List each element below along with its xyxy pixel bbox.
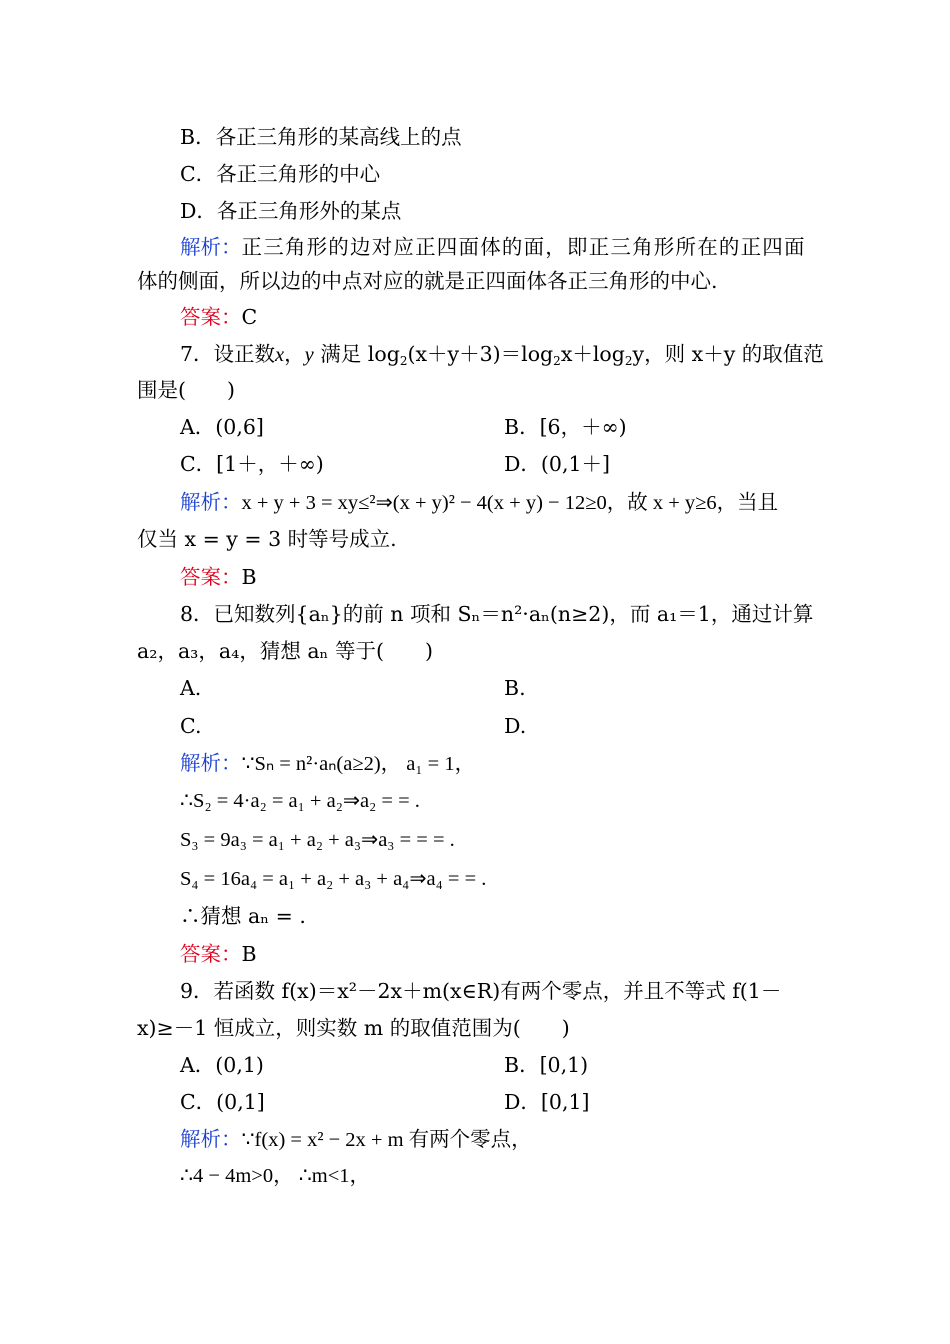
q9-analysis-line2: ∴4 − 4m>0， ∴m<1， bbox=[180, 1165, 371, 1187]
q7-analysis-cont: 仅当 x = y = 3 时等号成立. bbox=[137, 527, 397, 551]
q7-expr1: (x＋y＋3)＝log bbox=[407, 342, 554, 366]
analysis-label: 解析： bbox=[180, 235, 242, 259]
q7-number: 7．设正数 bbox=[180, 342, 276, 366]
comma: ， bbox=[284, 342, 305, 366]
q8-option-d: D. bbox=[504, 714, 527, 738]
q6-analysis bbox=[180, 234, 860, 260]
q7-text: 满足 log bbox=[313, 342, 400, 366]
analysis-text: 正三角形的边对应正四面体的面，即正三角形所在的正四面 bbox=[241, 235, 806, 259]
q7-option-b: B．[6，＋∞) bbox=[504, 415, 627, 439]
q8-option-a: A. bbox=[180, 676, 202, 700]
q8-option-c: C. bbox=[180, 714, 202, 738]
analysis-label: 解析： bbox=[180, 1127, 242, 1151]
q6-analysis-cont: 体的侧面，所以边的中点对应的就是正四面体各正三角形的中心. bbox=[137, 269, 718, 293]
q9-option-a: A．(0,1) bbox=[180, 1053, 264, 1077]
q6-answer bbox=[180, 304, 860, 330]
answer-label: 答案： bbox=[180, 942, 242, 966]
log-base: 2 bbox=[624, 354, 633, 368]
q8-analysis-line4: S₄ = 16a₄ = a₁ + a₂ + a₃ + a₄⇒a₄ = = . bbox=[180, 868, 487, 890]
answer-value: B bbox=[241, 565, 257, 589]
q7-stem-line1 bbox=[180, 341, 860, 368]
q9-option-d: D．[0,1] bbox=[504, 1090, 590, 1114]
q8-answer bbox=[180, 941, 860, 967]
q7-expr3: y，则 x＋y 的取值范 bbox=[632, 342, 824, 366]
analysis-text: ∵f(x) = x² − 2x + m 有两个零点， bbox=[241, 1129, 532, 1151]
q8-stem-line1: 8．已知数列{aₙ}的前 n 项和 Sₙ＝n²·aₙ(n≥2)，而 a₁＝1，通过计算 bbox=[180, 602, 814, 626]
answer-label: 答案： bbox=[180, 565, 242, 589]
q9-option-b: B．[0,1) bbox=[504, 1053, 589, 1077]
q7-option-c: C．[1＋，＋∞) bbox=[180, 452, 324, 476]
q7-analysis bbox=[180, 489, 860, 516]
q8-analysis-line2: ∴S₂ = 4·a₂ = a₁ + a₂⇒a₂ = = . bbox=[180, 790, 420, 812]
q7-answer bbox=[180, 564, 860, 590]
q7-stem-line2: 围是( ) bbox=[137, 378, 235, 402]
var-y: y bbox=[304, 344, 314, 366]
q9-analysis bbox=[180, 1126, 860, 1153]
q9-option-c: C．(0,1] bbox=[180, 1090, 265, 1114]
q9-stem-line2: x)≥－1 恒成立，则实数 m 的取值范围为( ) bbox=[137, 1016, 570, 1040]
q6-option-b: B．各正三角形的某高线上的点 bbox=[180, 125, 462, 149]
answer-value: C bbox=[241, 305, 258, 329]
var-x: x bbox=[275, 344, 285, 366]
q6-option-c: C．各正三角形的中心 bbox=[180, 162, 381, 186]
analysis-text: x + y + 3 = xy≤²⇒(x + y)² − 4(x + y) − 12≥0，故 x + y≥6，当且 bbox=[241, 492, 779, 514]
q7-expr2: x＋log bbox=[560, 342, 625, 366]
analysis-label: 解析： bbox=[180, 751, 242, 775]
analysis-label: 解析： bbox=[180, 490, 242, 514]
q8-stem-line2: a₂，a₃，a₄，猜想 aₙ 等于( ) bbox=[137, 639, 433, 663]
q7-option-a: A．(0,6] bbox=[180, 415, 264, 439]
q8-option-b: B. bbox=[504, 676, 526, 700]
q8-analysis-line5: ∴猜想 aₙ = . bbox=[180, 904, 306, 928]
answer-label: 答案： bbox=[180, 305, 242, 329]
log-base: 2 bbox=[553, 354, 561, 368]
q7-option-d: D．(0,1＋] bbox=[504, 452, 611, 476]
q9-stem-line1: 9．若函数 f(x)＝x²－2x＋m(x∈R)有两个零点，并且不等式 f(1－ bbox=[180, 979, 782, 1003]
analysis-text: ∵Sₙ = n²·aₙ(a≥2)， a₁ = 1， bbox=[241, 753, 476, 775]
q8-analysis-line3: S₃ = 9a₃ = a₁ + a₂ + a₃⇒a₃ = = = . bbox=[180, 829, 455, 851]
q6-option-d: D．各正三角形外的某点 bbox=[180, 199, 402, 223]
log-base: 2 bbox=[399, 354, 408, 368]
answer-value: B bbox=[241, 942, 257, 966]
q8-analysis bbox=[180, 750, 860, 777]
